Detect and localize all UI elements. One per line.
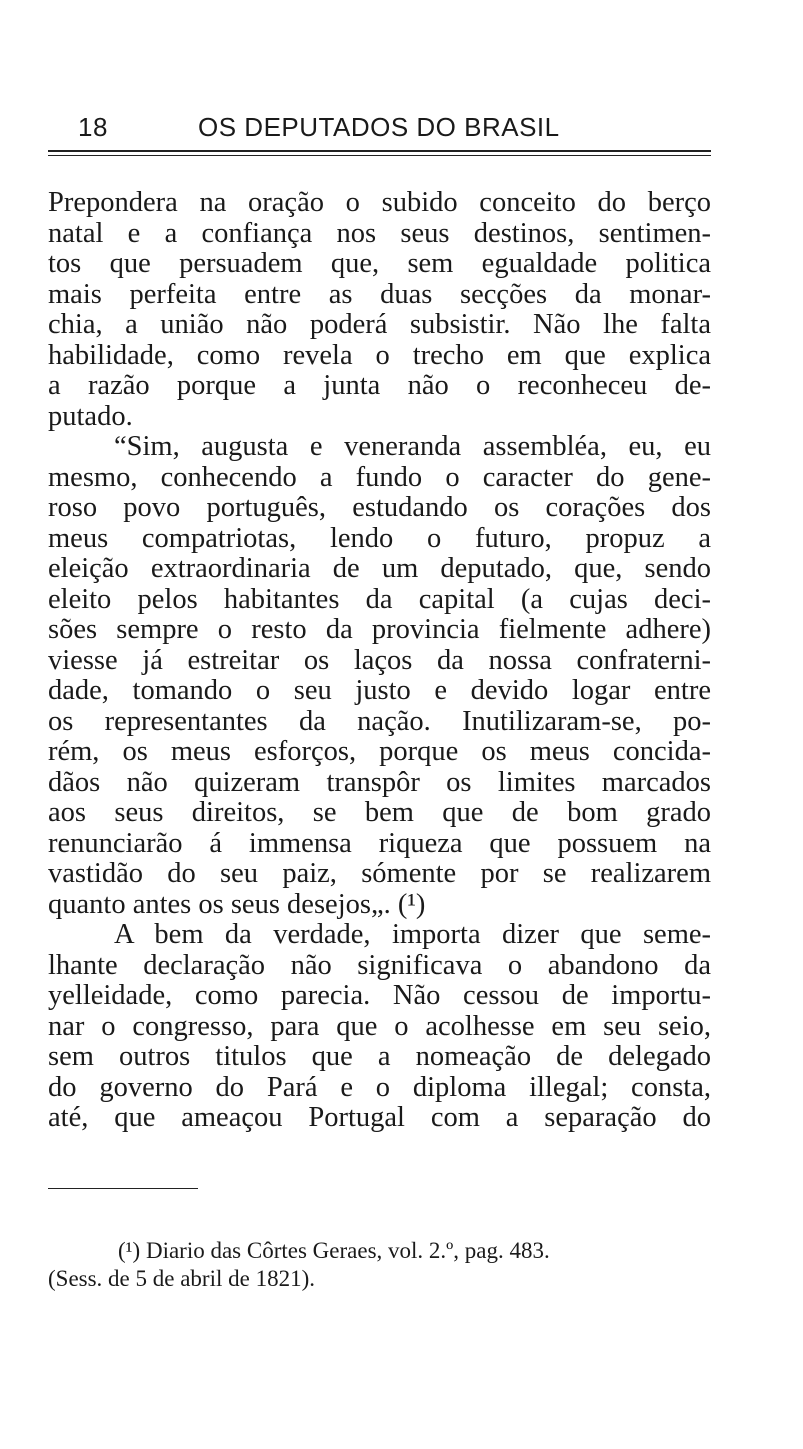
text-line: dãos não quizeram transpôr os limites marcados: [48, 766, 711, 798]
text-line: roso povo português, estudando os corações dos: [48, 492, 711, 523]
text-line: tos que persuadem que, sem egualdade politica: [48, 248, 711, 279]
footnote-line: (¹) Diario das Côrtes Geraes, vol. 2.º, pag. 483.: [118, 1238, 550, 1263]
text-line: sões sempre o resto da provincia fielmente adhere): [48, 614, 711, 645]
text-line: yelleidade, como parecia. Não cessou de importu-: [48, 980, 711, 1011]
text-line: Prepondera na oração o subido conceito do berço: [48, 187, 711, 218]
text-line: natal e a confiança nos seus destinos, sentimen-: [48, 217, 711, 249]
header-rule: [48, 150, 711, 156]
text-line: nar o congresso, para que o acolhesse em seu seio,: [48, 1010, 711, 1042]
text-line: rém, os meus esforços, porque os meus concida-: [48, 736, 711, 767]
text-line: quanto antes os seus desejos„. (¹): [48, 888, 426, 920]
text-line: aos seus direitos, se bem que de bom grado: [48, 797, 711, 828]
text-line: do governo do Pará e o diploma illegal; consta,: [48, 1071, 711, 1103]
footnote-rule: [48, 1188, 198, 1189]
text-line: lhante declaração não significava o abandono da: [48, 949, 711, 981]
text-line: sem outros titulos que a nomeação de delegado: [48, 1041, 711, 1072]
text-line: renunciarão á immensa riqueza que possuem na: [48, 827, 711, 859]
running-title: OS DEPUTADOS DO BRASIL: [198, 112, 560, 142]
text-line: eleito pelos habitantes da capital (a cujas deci-: [48, 583, 711, 615]
text-line: dade, tomando o seu justo e devido logar entre: [48, 675, 711, 706]
text-line: mesmo, conhecendo a fundo o caracter do gene-: [48, 461, 711, 493]
body-text: [48, 188, 711, 1134]
text-line: chia, a união não poderá subsistir. Não lhe falta: [48, 309, 711, 340]
text-line: habilidade, como revela o trecho em que explica: [48, 339, 711, 371]
text-line: a razão porque a junta não o reconheceu de-: [48, 370, 711, 401]
page-header: [78, 112, 713, 146]
text-line: “Sim, augusta e veneranda assembléa, eu, eu: [114, 431, 711, 462]
text-line: A bem da verdade, importa dizer que seme-: [114, 919, 711, 950]
text-line: mais perfeita entre as duas secções da monar-: [48, 278, 711, 310]
text-line: meus compatriotas, lendo o futuro, propuz a: [48, 522, 711, 554]
text-line: putado.: [48, 400, 133, 432]
text-line: os representantes da nação. Inutilizaram-se, po-: [48, 705, 711, 737]
text-line: vastidão do seu paiz, sómente por se realizarem: [48, 858, 711, 889]
footnote-line: (Sess. de 5 de abril de 1821).: [48, 1266, 315, 1291]
text-line: eleição extraordinaria de um deputado, que, sendo: [48, 553, 711, 584]
text-line: viesse já estreitar os laços da nossa confraterni-: [48, 644, 711, 676]
footnotes: [48, 1237, 711, 1293]
page-number: 18: [78, 112, 108, 142]
text-line: até, que ameaçou Portugal com a separação do: [48, 1102, 711, 1133]
